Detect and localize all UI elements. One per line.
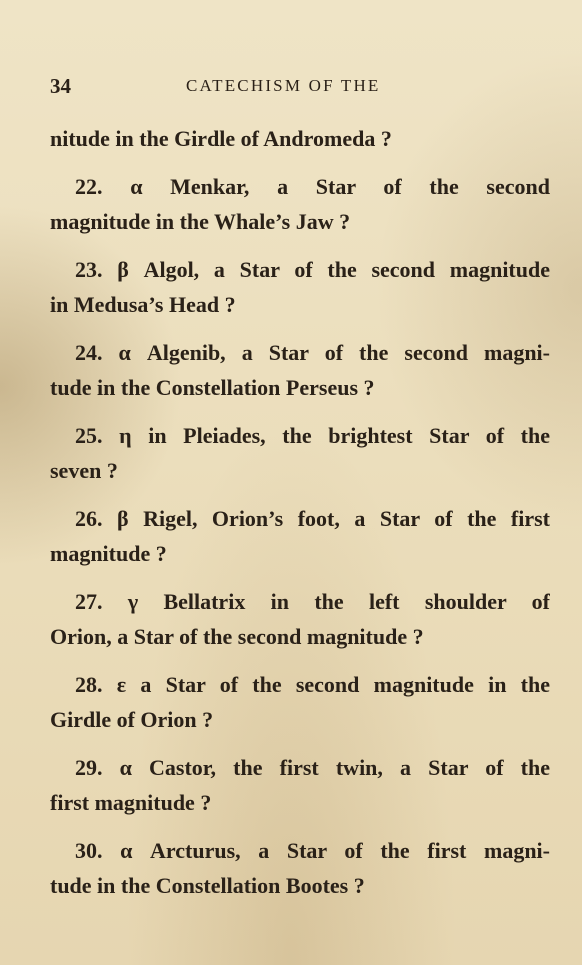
entry-26 — [50, 501, 550, 571]
entry-line: Orion, a Star of the second magnitude ? — [50, 624, 424, 649]
entry-line: 23. β Algol, a Star of the second magnitude — [75, 257, 550, 282]
entry-line: 27. γ Bellatrix in the left shoulder of — [75, 589, 550, 614]
page-number: 34 — [50, 74, 71, 98]
entry-25 — [50, 418, 550, 488]
entry-continued — [50, 121, 550, 156]
entry-22 — [50, 169, 550, 239]
page-body — [50, 121, 550, 916]
entry-28 — [50, 667, 550, 737]
entry-23 — [50, 252, 550, 322]
entry-24 — [50, 335, 550, 405]
entry-29 — [50, 750, 550, 820]
entry-line: first magnitude ? — [50, 790, 212, 815]
entry-line: nitude in the Girdle of Andromeda ? — [50, 126, 392, 151]
entry-line: magnitude in the Whale’s Jaw ? — [50, 209, 351, 234]
running-head — [50, 73, 550, 99]
running-head-title: CATECHISM OF THE — [186, 76, 381, 95]
entry-line: 29. α Castor, the first twin, a Star of the — [75, 755, 550, 780]
entry-line: 28. ε a Star of the second magnitude in the — [75, 672, 550, 697]
entry-27 — [50, 584, 550, 654]
entry-line: 30. α Arcturus, a Star of the first magni- — [75, 838, 550, 863]
entry-30 — [50, 833, 550, 903]
entry-line: tude in the Constellation Bootes ? — [50, 873, 365, 898]
entry-line: in Medusa’s Head ? — [50, 292, 236, 317]
entry-line: 25. η in Pleiades, the brightest Star of the — [75, 423, 550, 448]
entry-line: 24. α Algenib, a Star of the second magni- — [75, 340, 550, 365]
entry-line: Girdle of Orion ? — [50, 707, 214, 732]
entry-line: tude in the Constellation Perseus ? — [50, 375, 375, 400]
entry-line: magnitude ? — [50, 541, 167, 566]
entry-line: seven ? — [50, 458, 118, 483]
entry-line: 22. α Menkar, a Star of the second — [75, 174, 550, 199]
entry-line: 26. β Rigel, Orion’s foot, a Star of the first — [75, 506, 550, 531]
